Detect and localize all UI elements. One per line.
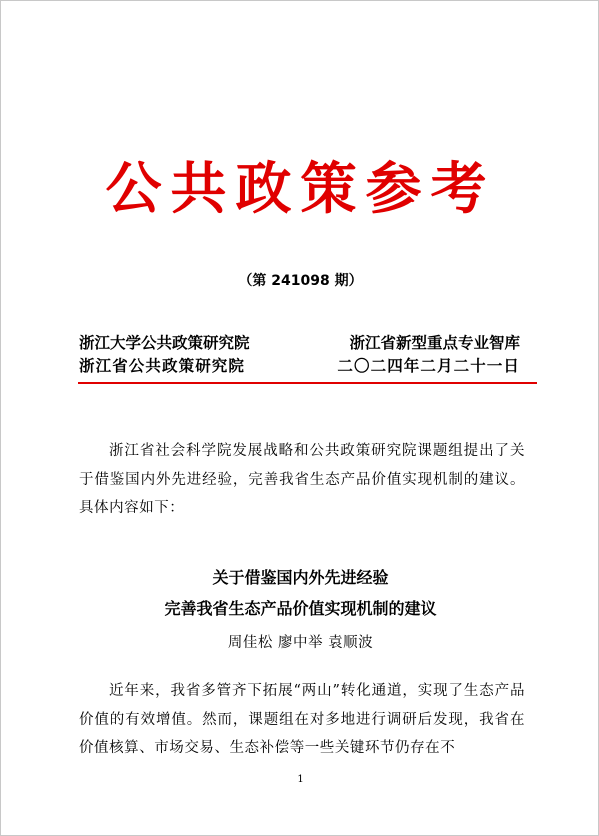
article-title-line-2: 完善我省生态产品价值实现机制的建议 — [164, 599, 437, 618]
think-tank-label: 浙江省新型重点专业智库 — [349, 334, 520, 352]
masthead-title: 公共政策参考 — [105, 156, 496, 222]
page-number: 1 — [297, 774, 304, 785]
issue-number: （第 241098 期） — [238, 273, 363, 289]
institution-left-1: 浙江大学公共政策研究院 — [79, 334, 250, 352]
institution-left-2: 浙江省公共政策研究院 — [79, 357, 246, 375]
intro-paragraph: 浙江省社会科学院发展战略和公共政策研究院课题组提出了关于借鉴国内外先进经验，完善我省生态产品价值实现机制的建议。具体内容如下： — [79, 443, 525, 516]
publication-date: 二〇二四年二月二十一日 — [337, 357, 520, 375]
body-paragraph: 近年来，我省多管齐下拓展“两山”转化通道，实现了生态产品价值的有效增值。然而，课题组在对多地进行调研后发现，我省在价值核算、市场交易、生态补偿等一些关键环节仍存在不 — [79, 683, 525, 756]
article-authors: 周佳松 廖中举 袁顺波 — [227, 635, 374, 651]
article-title-line-1: 关于借鉴国内外先进经验 — [212, 568, 389, 587]
header-divider — [78, 382, 537, 384]
